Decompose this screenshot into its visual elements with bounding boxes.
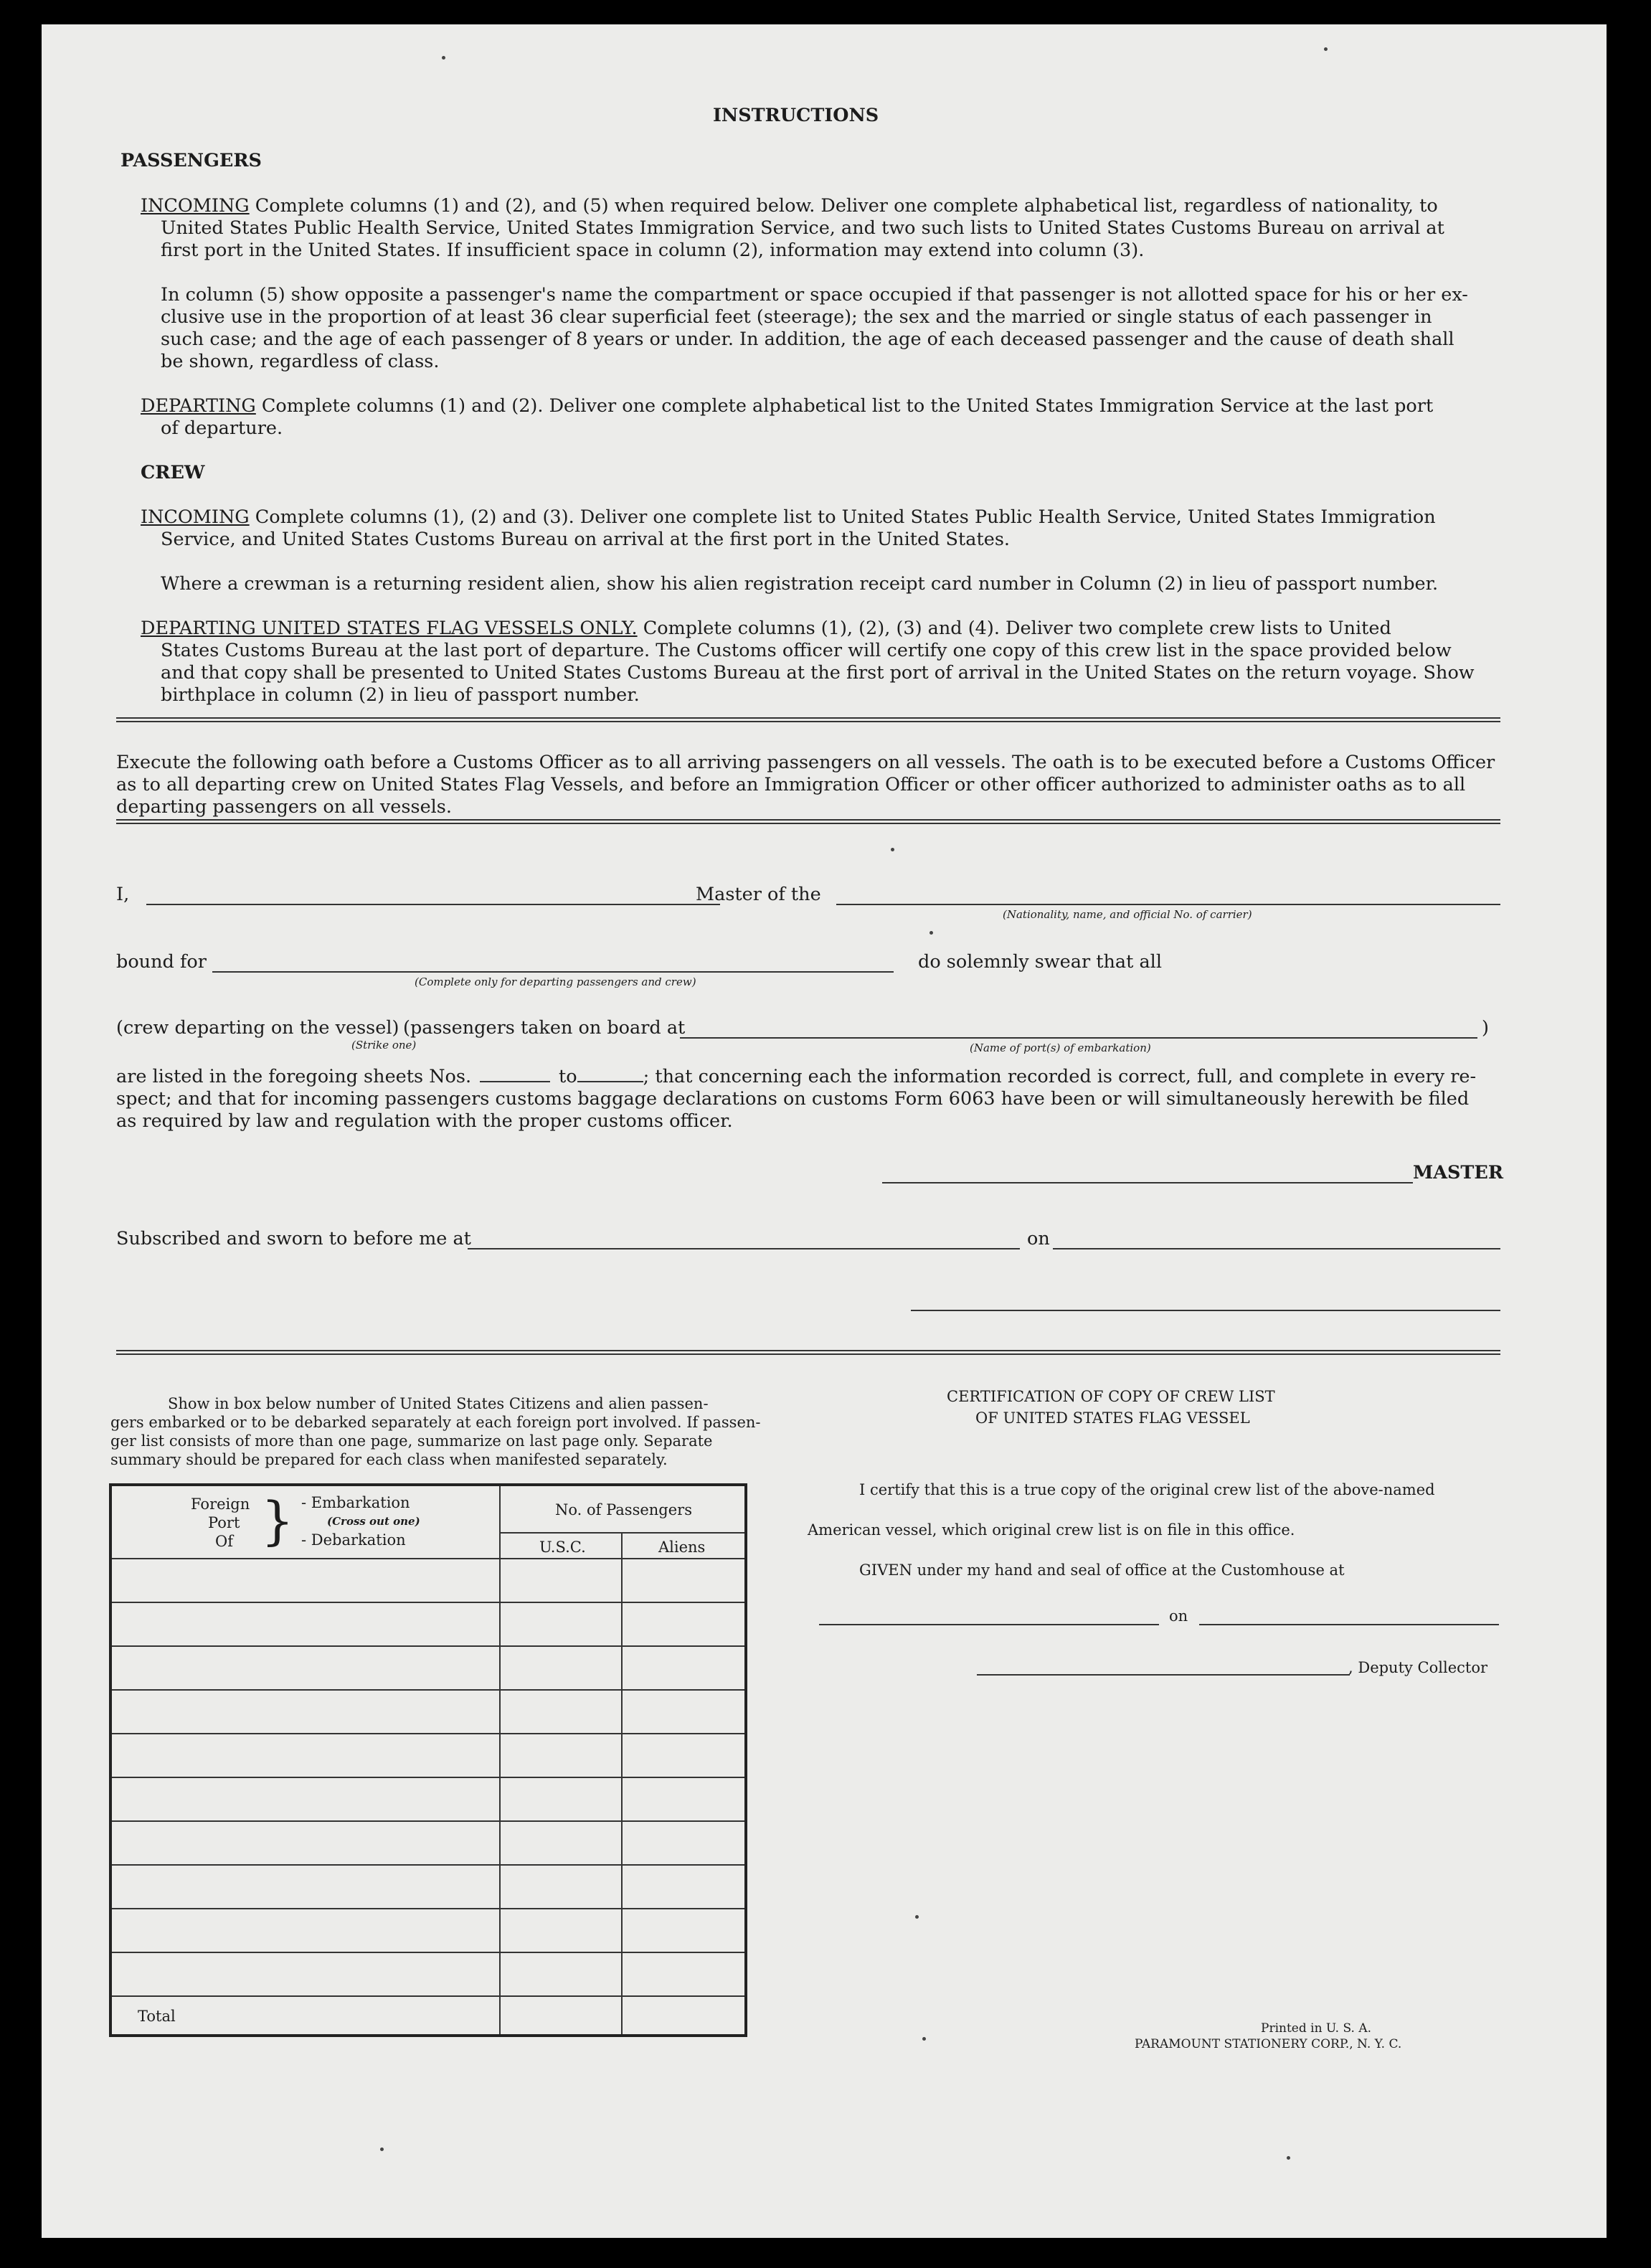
- divider-3: [116, 1350, 1500, 1355]
- scan-speck: [380, 2147, 384, 2151]
- passengers-incoming-line-3: first port in the United States. If insufficient space in column (2), information may extend into column (3).: [161, 240, 1145, 261]
- bound-for-field[interactable]: [212, 971, 894, 973]
- swear-label: do solemnly swear that all: [918, 951, 1162, 973]
- brace-icon: }: [261, 1490, 294, 1551]
- crew-departing-line-3: and that copy shall be presented to United States Customs Bureau at the first port of arrival in the United States on the return voyage. Show: [161, 662, 1475, 684]
- subscribed-on-label: on: [1027, 1228, 1050, 1249]
- subscribed-place-field[interactable]: [468, 1248, 1020, 1249]
- summary-line-3: ger list consists of more than one page, summarize on last page only. Separate: [110, 1432, 713, 1450]
- scan-speck: [442, 56, 445, 60]
- passengers-heading: PASSENGERS: [120, 150, 262, 171]
- certification-title-1: CERTIFICATION OF COPY OF CREW LIST: [947, 1388, 1275, 1405]
- sheet-to-field[interactable]: [577, 1067, 643, 1082]
- name-field[interactable]: [146, 904, 720, 905]
- column5-line-3: such case; and the age of each passenger of 8 years or under. In addition, the age of each deceased passenger and the cause of death shall: [161, 329, 1454, 350]
- carrier-note: (Nationality, name, and official No. of carrier): [1003, 908, 1252, 921]
- subscribed-label: Subscribed and sworn to before me at: [116, 1228, 471, 1249]
- summary-line-4: summary should be prepared for each class when manifested separately.: [110, 1451, 668, 1468]
- subscribed-date-field[interactable]: [1053, 1248, 1500, 1249]
- divider-2: [116, 819, 1500, 824]
- deputy-collector-label: , Deputy Collector: [1348, 1659, 1488, 1676]
- oath-intro-line-2: as to all departing crew on United States Flag Vessels, and before an Immigration Officer or other officer authorized to administer oaths as to all: [116, 774, 1466, 795]
- crew-incoming-text-1: Complete columns (1), (2) and (3). Deliver one complete list to United States Public Health Service, United States Immigration: [249, 506, 1436, 528]
- certification-on-label: on: [1169, 1607, 1188, 1625]
- crew-departing-text-1: Complete columns (1), (2), (3) and (4). Deliver two complete crew lists to United: [637, 618, 1391, 639]
- ports-note: (Name of port(s) of embarkation): [970, 1041, 1151, 1054]
- certify-line-2: American vessel, which original crew list is on file in this office.: [808, 1521, 1295, 1539]
- incoming-label: INCOMING: [141, 195, 250, 217]
- carrier-field[interactable]: [836, 904, 1500, 905]
- summary-line-1: Show in box below number of United States Citizens and alien passen-: [168, 1395, 709, 1412]
- crewman-line: Where a crewman is a returning resident alien, show his alien registration receipt card number in Column (2) in lieu of passport number.: [161, 573, 1439, 595]
- bound-for-label: bound for: [116, 951, 207, 973]
- listed-line-3: as required by law and regulation with the proper customs officer.: [116, 1110, 733, 1132]
- master-signature-field[interactable]: [882, 1182, 1413, 1183]
- passengers-departing-line-2: of departure.: [161, 417, 283, 439]
- i-label: I,: [116, 884, 130, 905]
- certify-line-1: I certify that this is a true copy of the original crew list of the above-named: [859, 1481, 1435, 1498]
- scan-speck: [922, 2037, 926, 2041]
- column5-line-1: In column (5) show opposite a passenger's name the compartment or space occupied if that passenger is not allotted space for his or her ex-: [161, 284, 1468, 306]
- form-page: [42, 24, 1607, 2238]
- strike-one-note: (Strike one): [351, 1039, 417, 1052]
- scan-speck: [1324, 47, 1328, 51]
- incoming-text-1: Complete columns (1) and (2), and (5) when required below. Deliver one complete alphabetical list, regardless of nationality, to: [249, 195, 1438, 217]
- certification-date-field[interactable]: [1199, 1624, 1499, 1625]
- ports-field[interactable]: [680, 1037, 1477, 1039]
- given-line: GIVEN under my hand and seal of office at the Customhouse at: [859, 1561, 1345, 1579]
- crew-incoming-line-2: Service, and United States Customs Bureau on arrival at the first port in the United States.: [161, 529, 1011, 550]
- crew-departing-line-4: birthplace in column (2) in lieu of passport number.: [161, 684, 640, 706]
- oath-intro-line-3: departing passengers on all vessels.: [116, 796, 453, 818]
- passengers-incoming-line-2: United States Public Health Service, United States Immigration Service, and two such lists to United States Customs Bureau on arrival at: [161, 217, 1444, 239]
- listed-line-1: [116, 1066, 1476, 1088]
- scan-speck: [891, 848, 894, 851]
- embarkation-label: - Embarkation: [301, 1494, 410, 1511]
- oath-intro-line-1: Execute the following oath before a Customs Officer as to all arriving passengers on all vessels. The oath is to be executed before a Customs Officer: [116, 752, 1495, 773]
- crew-departing-line-2: States Customs Bureau at the last port of departure. The Customs officer will certify one copy of this crew list in the space provided below: [161, 640, 1452, 661]
- close-paren: ): [1482, 1017, 1489, 1039]
- summary-line-2: gers embarked or to be debarked separately at each foreign port involved. If passen-: [110, 1414, 761, 1431]
- crew-incoming-label: INCOMING: [141, 506, 250, 528]
- total-label: Total: [138, 2008, 176, 2025]
- divider-1: [116, 717, 1500, 722]
- of-label: Of: [215, 1533, 233, 1550]
- foreign-label: Foreign: [191, 1496, 250, 1513]
- sheet-from-field[interactable]: [480, 1067, 550, 1082]
- bound-note: (Complete only for departing passengers and crew): [415, 975, 696, 988]
- scan-speck: [929, 931, 933, 935]
- crew-incoming-line-1: [141, 506, 1436, 529]
- officer-signature-field[interactable]: [911, 1310, 1500, 1311]
- port-label: Port: [208, 1514, 240, 1531]
- scan-speck: [915, 1915, 919, 1919]
- passenger-summary-table: [109, 1483, 747, 2037]
- instructions-title: INSTRUCTIONS: [713, 105, 879, 126]
- listed-text-2: ; that concerning each the information recorded is correct, full, and complete in every re-: [643, 1066, 1477, 1087]
- listed-text-1: are listed in the foregoing sheets Nos.: [116, 1066, 472, 1087]
- column5-line-4: be shown, regardless of class.: [161, 351, 440, 372]
- customhouse-field[interactable]: [819, 1624, 1159, 1625]
- listed-to: to: [559, 1066, 577, 1087]
- listed-line-2: spect; and that for incoming passengers customs baggage declarations on customs Form 6063 have been or will simultaneously herewith be filed: [116, 1088, 1470, 1110]
- crew-heading: CREW: [141, 462, 205, 483]
- deputy-signature-field[interactable]: [977, 1674, 1350, 1676]
- crew-departing-option: (crew departing on the vessel): [116, 1017, 399, 1039]
- departing-text-1: Complete columns (1) and (2). Deliver one complete alphabetical list to the United States Immigration Service at the last port: [255, 395, 1434, 417]
- no-passengers-header: No. of Passengers: [555, 1501, 692, 1518]
- scan-speck: [1287, 2156, 1290, 2160]
- printed-in-usa: Printed in U. S. A.: [1261, 2021, 1372, 2036]
- column5-line-2: clusive use in the proportion of at least 36 clear superficial feet (steerage); the sex and the married or single status of each passenger in: [161, 306, 1432, 328]
- certification-title-2: OF UNITED STATES FLAG VESSEL: [975, 1409, 1250, 1427]
- aliens-header: Aliens: [658, 1539, 706, 1556]
- printer-name: PARAMOUNT STATIONERY CORP., N. Y. C.: [1135, 2037, 1402, 2051]
- master-label: MASTER: [1413, 1162, 1504, 1183]
- departing-label: DEPARTING: [141, 395, 256, 417]
- passengers-incoming-line-1: [141, 195, 1438, 217]
- crew-departing-label: DEPARTING UNITED STATES FLAG VESSELS ONLY.: [141, 618, 638, 639]
- master-of-the-label: Master of the: [696, 884, 821, 905]
- cross-out-note: (Cross out one): [327, 1515, 420, 1528]
- crew-departing-line-1: [141, 618, 1391, 640]
- passengers-taken-option: (passengers taken on board at: [403, 1017, 686, 1039]
- debarkation-label: - Debarkation: [301, 1531, 406, 1549]
- passengers-departing-line-1: [141, 395, 1433, 417]
- usc-header: U.S.C.: [539, 1539, 586, 1556]
